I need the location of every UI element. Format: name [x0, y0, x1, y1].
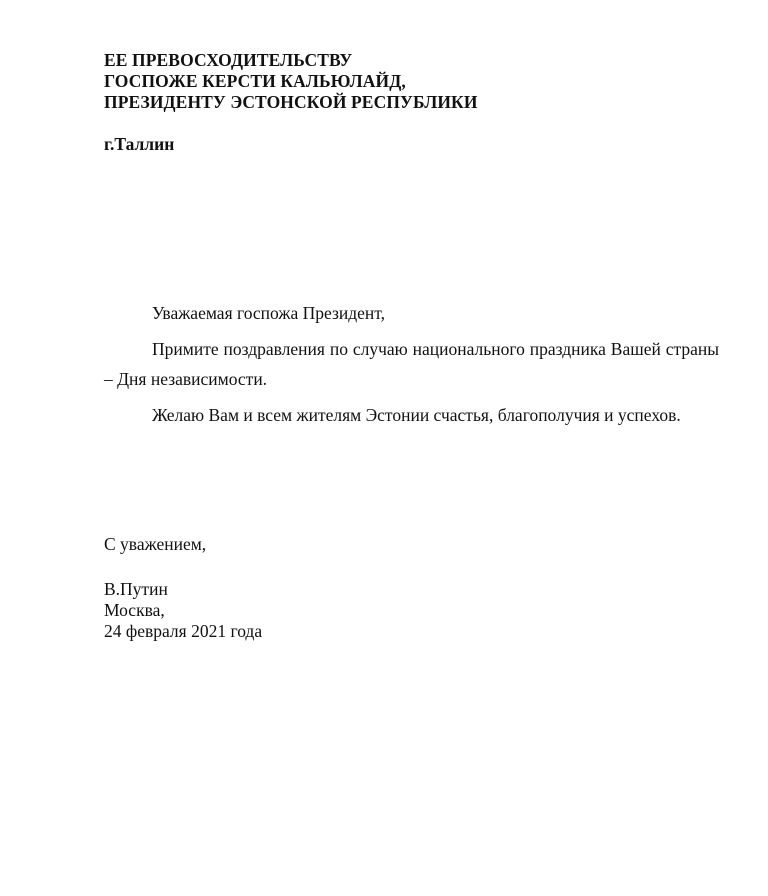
body-paragraph-congratulations: Примите поздравления по случаю национального праздника Вашей страны – Дня независимости.: [104, 339, 719, 389]
addressee-line-title: ЕЕ ПРЕВОСХОДИТЕЛЬСТВУ: [104, 50, 353, 70]
closing-phrase: С уважением,: [104, 534, 207, 554]
addressee-city: г.Таллин: [104, 134, 175, 154]
signature-block: [104, 579, 262, 642]
signature-place: Москва,: [104, 600, 165, 620]
addressee-line-name: ГОСПОЖЕ КЕРСТИ КАЛЬЮЛАЙД,: [104, 71, 406, 91]
addressee-line-position: ПРЕЗИДЕНТУ ЭСТОНСКОЙ РЕСПУБЛИКИ: [104, 92, 478, 112]
salutation: Уважаемая госпожа Президент,: [152, 303, 385, 323]
signature-name: В.Путин: [104, 579, 168, 599]
addressee-block: [104, 50, 478, 113]
signature-date: 24 февраля 2021 года: [104, 621, 263, 641]
letter-body: [104, 298, 719, 436]
body-paragraph-wishes: Желаю Вам и всем жителям Эстонии счастья, благополучия и успехов.: [152, 405, 681, 425]
